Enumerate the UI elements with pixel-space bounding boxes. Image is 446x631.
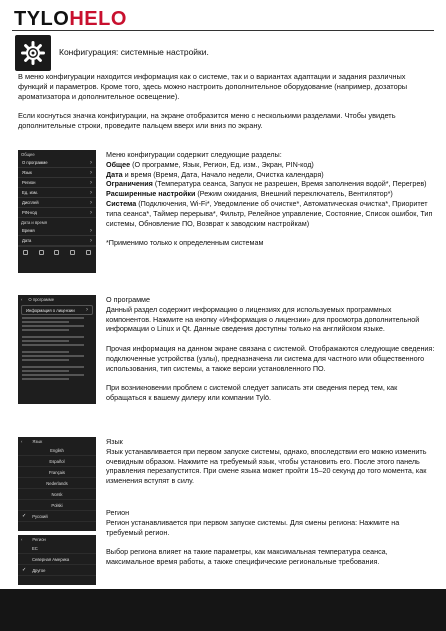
- language-option: Español: [18, 456, 96, 467]
- menu-row: [18, 158, 96, 168]
- region-section-text: [106, 508, 436, 567]
- page-footer-bar: [0, 589, 446, 631]
- menu-row: [18, 188, 96, 198]
- chevron-right-icon: ›: [90, 169, 92, 176]
- logo-text-helo: HELO: [69, 8, 127, 30]
- chevron-right-icon: ›: [90, 199, 92, 206]
- menu-row-label: Дисплей: [22, 200, 39, 205]
- menu-row-label: PIN-код: [22, 210, 37, 215]
- checkmark-icon: ✓: [22, 567, 27, 573]
- region-option: Северная Америка: [18, 554, 96, 565]
- screen-header: Общее: [21, 152, 35, 157]
- about-title: О программе: [106, 295, 150, 304]
- screen-header: [18, 295, 96, 303]
- language-option: Nederlands: [18, 478, 96, 489]
- menu-row-label: Ед. изм.: [22, 190, 38, 195]
- language-option: Français: [18, 467, 96, 478]
- menu-row-label: Язык: [22, 170, 32, 175]
- region-screenshot: [18, 535, 96, 585]
- region-title: Регион: [106, 508, 130, 517]
- info-icon: [70, 250, 75, 255]
- menu-row-label: О программе: [22, 160, 48, 165]
- menu-row: [18, 226, 96, 236]
- chevron-right-icon: ›: [90, 209, 92, 216]
- language-section-text: [106, 437, 436, 486]
- menu-item-general: [106, 160, 436, 170]
- menu-item-date: [106, 170, 436, 180]
- screen-header-title: Язык: [32, 438, 43, 444]
- region-paragraph-1: Регион устанавливается при первом запуске системы. Для смены региона: Нажмите на требуемый регион.: [106, 517, 400, 537]
- menu-item-system: [106, 199, 436, 228]
- menu-footnote: *Применимо только к определенным системам: [106, 238, 264, 248]
- chevron-right-icon: ›: [90, 189, 92, 196]
- menu-row-label: Дата: [22, 238, 32, 243]
- chevron-right-icon: ›: [90, 237, 92, 244]
- menu-item-desc: и время (Время, Дата, Начало недели, Очистка календаря): [122, 169, 324, 179]
- license-button-label: Информация о лицензии: [26, 307, 75, 313]
- menu-row-label: Регион: [22, 180, 36, 185]
- chevron-right-icon: ›: [86, 307, 88, 313]
- back-arrow-icon: ‹: [21, 296, 23, 302]
- menu-item-term: Общее: [106, 159, 131, 169]
- menu-row-label: Время: [22, 228, 35, 233]
- config-menu-screenshot: [18, 150, 96, 273]
- chevron-right-icon: ›: [90, 179, 92, 186]
- menu-sections-text: [106, 150, 436, 248]
- menu-intro: Меню конфигурации содержит следующие разделы:: [106, 150, 282, 159]
- home-icon: [23, 250, 28, 255]
- menu-item-desc: (О программе, Язык, Регион, Ед. изм., Экран, PIN-код): [130, 159, 314, 169]
- language-paragraph: Язык устанавливается при первом запуске системы, однако, впоследствии его можно изменить очевидным образом. Нажмите на требуемый язык, чтобы установить его. После этого панель управления перезапустится. При смене языка может пройти 15–20 секунд до того момента, как изменения вступят в силу.: [106, 446, 427, 486]
- menu-item-term: Система: [106, 198, 137, 208]
- settings-icon: [86, 250, 91, 255]
- language-option: English: [18, 445, 96, 456]
- screen-subheader: Дата и время: [21, 220, 47, 225]
- gear-icon: [20, 40, 46, 66]
- heart-icon: [54, 250, 59, 255]
- menu-item-term: Ограничения: [106, 179, 153, 189]
- screen-bottom-bar: [18, 246, 96, 258]
- about-paragraph-3: При возникновении проблем с системой следует записать эти сведения перед тем, как обращаться к вашему дилеру или компании Tylö.: [106, 383, 398, 402]
- screen-header-title: О программе: [28, 296, 55, 302]
- page-title: Конфигурация: системные настройки.: [59, 47, 209, 57]
- chevron-right-icon: ›: [90, 227, 92, 234]
- menu-row: [18, 198, 96, 208]
- about-paragraph-1: Данный раздел содержит информацию о лицензиях для используемых программных компонентов. Нажмите на кнопку «Информация о лицензии» для просмотра дополнительной информации о Linux и Qt. Данные сведения доступны только на английском языке.: [106, 304, 420, 334]
- language-option: Norsk: [18, 489, 96, 500]
- config-gear-icon: [15, 35, 51, 71]
- header-divider: [12, 30, 434, 31]
- region-option: ЕС: [18, 543, 96, 554]
- brand-logo: [14, 8, 127, 31]
- language-screenshot: [18, 437, 96, 531]
- intro-paragraph-2: Если коснуться значка конфигурации, на экране отобразится меню с несколькими разделами. Чтобы увидеть дополнительные строки, проведите пальцем вверх или вниз по экрану.: [18, 111, 396, 130]
- logo-text-tylo: TYLO: [14, 8, 70, 30]
- menu-icon: [39, 250, 44, 255]
- screen-header-title: Регион: [32, 536, 46, 542]
- menu-item-term: Расширенные настройки: [106, 189, 196, 199]
- menu-item-desc: (Режим ожидания, Внешний переключатель, Вентилятор*): [195, 189, 393, 199]
- about-section-text: [106, 295, 436, 403]
- menu-row: [18, 178, 96, 188]
- screen-header: [18, 437, 96, 445]
- menu-item-desc: (Подключения, Wi-Fi*, Уведомление об очистке*, Автоматическая очистка*, Приоритет типа сеанса*, Таймер перерыва*, Фильтр, Релейное управление, Состояние, Список ошибок, Тип системы, Обновление ПО, Возврат к заводским настройкам): [106, 198, 433, 228]
- menu-item-advanced: [106, 189, 436, 199]
- menu-row: [18, 168, 96, 178]
- selected-region-label: Другое: [32, 567, 46, 573]
- language-option-selected: [18, 511, 96, 522]
- back-arrow-icon: ‹: [21, 536, 23, 542]
- about-paragraph-2: Прочая информация на данном экране связана с системой. Отображаются следующие сведения: подключенные устройства (узлы), предназначена ли система для частного или общественного использования, тип системы, а также версии установленного ПО.: [106, 343, 435, 373]
- screen-header: [18, 535, 96, 543]
- language-title: Язык: [106, 437, 123, 446]
- menu-item-term: Дата: [106, 169, 123, 179]
- checkmark-icon: ✓: [22, 513, 27, 519]
- menu-item-limits: [106, 179, 436, 189]
- region-paragraph-2: Выбор региона влияет на такие параметры, как максимальная температура сеанса, максимальное время работы, а также специфические региональные требования.: [106, 547, 388, 566]
- menu-row: [18, 236, 96, 246]
- menu-item-desc: (Температура сеанса, Запуск не разрешен, Время заполнения водой*, Перегрев): [152, 179, 427, 189]
- back-arrow-icon: ‹: [21, 438, 23, 444]
- selected-language-label: Pусский: [32, 513, 48, 519]
- language-option: Polski: [18, 500, 96, 511]
- region-option-selected: [18, 565, 96, 576]
- about-screenshot: [18, 295, 96, 404]
- menu-row: [18, 208, 96, 218]
- license-info-button: [21, 305, 93, 315]
- chevron-right-icon: ›: [90, 159, 92, 166]
- intro-paragraph-1: В меню конфигурации находится информация как о системе, так и о вариантах адаптации и задания различных функций и параметров. Кроме того, здесь можно настроить дополнительное оборудование (например, дозаторы ароматизатора и дополнительное освещение).: [18, 72, 408, 101]
